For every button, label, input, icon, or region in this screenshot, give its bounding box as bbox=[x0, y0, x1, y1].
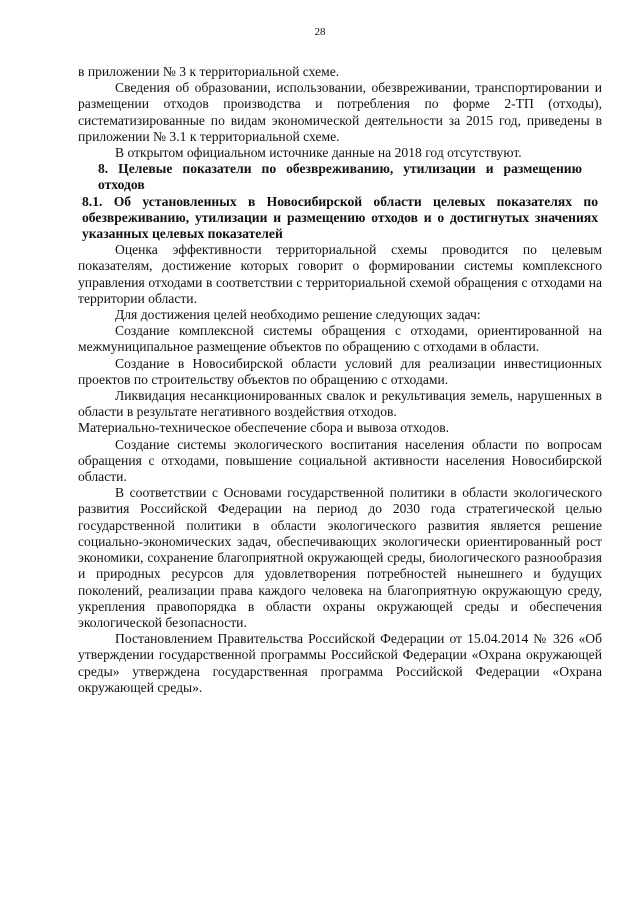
subsection-heading: 8.1. Об установленных в Новосибирской области целевых показателях по обезвреживанию, утилизации и размещению отходов и о достигнутых значениях указанных целевых показателей bbox=[82, 193, 598, 242]
body-paragraph-9: Постановлением Правительства Российской Федерации от 15.04.2014 № 326 «Об утверждении государственной программы Российской Федерации «Охрана окружающей среды» утверждена государственная программа Российской Федерации «Охрана окружающей среды». bbox=[78, 631, 602, 695]
body-paragraph-5: Ликвидация несанкционированных свалок и рекультивация земель, нарушенных в области в результате негативного воздействия отходов. bbox=[78, 388, 602, 420]
body-paragraph-2: Для достижения целей необходимо решение следующих задач: bbox=[115, 307, 481, 323]
body-paragraph-4: Создание в Новосибирской области условий для реализации инвестиционных проектов по строительству объектов по обращению с отходами. bbox=[78, 355, 602, 387]
section-heading: 8. Целевые показатели по обезвреживанию, утилизации и размещению отходов bbox=[98, 161, 582, 193]
body-paragraph-3: Создание комплексной системы обращения с отходами, ориентированной на межмуниципальное размещение объектов по обращению с отходами в области. bbox=[78, 323, 602, 355]
page-content bbox=[78, 64, 602, 696]
body-paragraph-7: Создание системы экологического воспитания населения области по вопросам обращения с отходами, повышение социальной активности населения Новосибирской области. bbox=[78, 436, 602, 485]
intro-paragraph-2: Сведения об образовании, использовании, обезвреживании, транспортировании и размещении отходов производства и потребления по форме 2-ТП (отходы), систематизированные по видам экономической деятельности за 2015 год, приведены в приложении № 3.1 к территориальной схеме. bbox=[78, 80, 602, 144]
body-paragraph-8: В соответствии с Основами государственной политики в области экологического развития Российской Федерации на период до 2030 года стратегической целью государственной политики в области экологического развития является решение социально-экономических задач, обеспечивающих экологически ориентированный рост экономики, сохранение благоприятной окружающей среды, биологического разнообразия и природных ресурсов для удовлетворения потребностей нынешнего и будущих поколений, реализации права каждого человека на благоприятную окружающую среду, укрепления правопорядка в области охраны окружающей среды и обеспечения экологической безопасности. bbox=[78, 485, 602, 630]
intro-paragraph-1: в приложении № 3 к территориальной схеме. bbox=[78, 64, 340, 79]
intro-paragraph-3: В открытом официальном источнике данные на 2018 год отсутствуют. bbox=[115, 145, 522, 161]
page-number: 28 bbox=[314, 26, 326, 38]
body-paragraph-6: Материально-техническое обеспечение сбора и вывоза отходов. bbox=[78, 420, 450, 436]
body-paragraph-1: Оценка эффективности территориальной схемы проводится по целевым показателям, достижение которых говорит о формировании системы комплексного управления отходами в соответствии с территориальной схемой обращения с отходами на территории области. bbox=[78, 242, 602, 306]
